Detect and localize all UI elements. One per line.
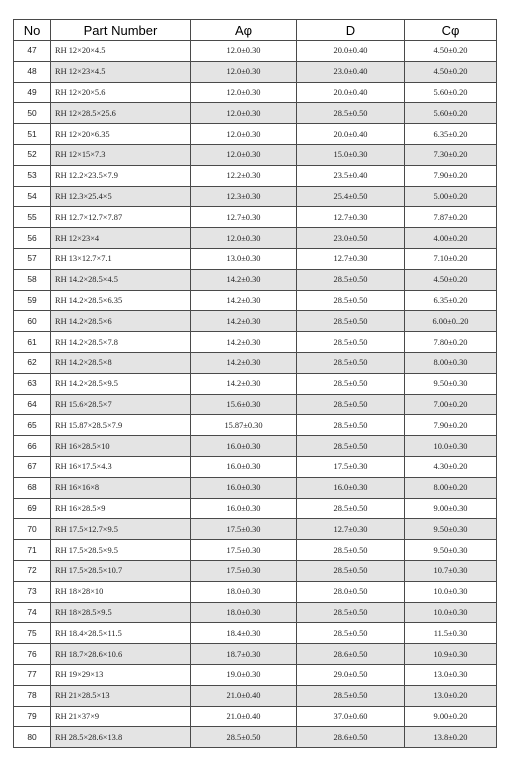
cell-c-phi: 10.0±0.30 (405, 581, 497, 602)
cell-part-number: RH 14.2×28.5×9.5 (51, 373, 191, 394)
cell-c-phi: 7.87±0.20 (405, 207, 497, 228)
cell-c-phi: 6.35±0.20 (405, 290, 497, 311)
cell-d: 15.0±0.30 (297, 144, 405, 165)
cell-no: 79 (14, 706, 51, 727)
cell-c-phi: 9.00±0.20 (405, 706, 497, 727)
cell-d: 28.5±0.50 (297, 623, 405, 644)
cell-a-phi: 12.0±0.30 (191, 228, 297, 249)
cell-c-phi: 10.9±0.30 (405, 644, 497, 665)
cell-part-number: RH 16×16×8 (51, 477, 191, 498)
table-row (14, 623, 497, 644)
cell-d: 37.0±0.60 (297, 706, 405, 727)
cell-no: 68 (14, 477, 51, 498)
table-row (14, 498, 497, 519)
cell-d: 28.5±0.50 (297, 394, 405, 415)
table-row (14, 456, 497, 477)
cell-part-number: RH 12×20×5.6 (51, 82, 191, 103)
cell-a-phi: 14.2±0.30 (191, 352, 297, 373)
cell-d: 28.5±0.50 (297, 352, 405, 373)
table-row (14, 103, 497, 124)
header-row (14, 20, 497, 41)
cell-no: 73 (14, 581, 51, 602)
cell-d: 28.5±0.50 (297, 540, 405, 561)
cell-d: 28.0±0.50 (297, 581, 405, 602)
cell-c-phi: 5.60±0.20 (405, 82, 497, 103)
cell-d: 23.5±0.40 (297, 165, 405, 186)
cell-d: 20.0±0.40 (297, 41, 405, 62)
cell-c-phi: 7.10±0.20 (405, 248, 497, 269)
cell-part-number: RH 18.7×28.6×10.6 (51, 644, 191, 665)
cell-no: 53 (14, 165, 51, 186)
cell-a-phi: 12.2±0.30 (191, 165, 297, 186)
header-a-phi: Aφ (191, 20, 297, 41)
cell-a-phi: 19.0±0.30 (191, 664, 297, 685)
cell-no: 56 (14, 228, 51, 249)
cell-d: 28.5±0.50 (297, 332, 405, 353)
table-row (14, 82, 497, 103)
cell-part-number: RH 14.2×28.5×6 (51, 311, 191, 332)
cell-part-number: RH 16×17.5×4.3 (51, 456, 191, 477)
cell-part-number: RH 12×28.5×25.6 (51, 103, 191, 124)
cell-no: 74 (14, 602, 51, 623)
cell-part-number: RH 16×28.5×10 (51, 436, 191, 457)
table-row (14, 602, 497, 623)
cell-part-number: RH 18×28×10 (51, 581, 191, 602)
table-row (14, 727, 497, 748)
cell-no: 71 (14, 540, 51, 561)
cell-d: 28.5±0.50 (297, 311, 405, 332)
cell-part-number: RH 18×28.5×9.5 (51, 602, 191, 623)
cell-c-phi: 9.50±0.30 (405, 519, 497, 540)
cell-c-phi: 9.50±0.30 (405, 373, 497, 394)
cell-a-phi: 16.0±0.30 (191, 456, 297, 477)
table-row (14, 436, 497, 457)
cell-no: 58 (14, 269, 51, 290)
cell-part-number: RH 14.2×28.5×6.35 (51, 290, 191, 311)
cell-part-number: RH 15.6×28.5×7 (51, 394, 191, 415)
cell-a-phi: 12.0±0.30 (191, 103, 297, 124)
cell-d: 28.5±0.50 (297, 685, 405, 706)
cell-c-phi: 9.50±0.30 (405, 540, 497, 561)
cell-a-phi: 14.2±0.30 (191, 269, 297, 290)
cell-a-phi: 12.0±0.30 (191, 144, 297, 165)
cell-part-number: RH 17.5×28.5×10.7 (51, 560, 191, 581)
cell-d: 12.7±0.30 (297, 248, 405, 269)
cell-d: 28.5±0.50 (297, 498, 405, 519)
cell-d: 29.0±0.50 (297, 664, 405, 685)
cell-c-phi: 8.00±0.30 (405, 352, 497, 373)
cell-no: 80 (14, 727, 51, 748)
table-row (14, 207, 497, 228)
cell-a-phi: 12.3±0.30 (191, 186, 297, 207)
cell-no: 55 (14, 207, 51, 228)
cell-a-phi: 18.0±0.30 (191, 581, 297, 602)
cell-d: 23.0±0.40 (297, 61, 405, 82)
cell-c-phi: 7.90±0.20 (405, 165, 497, 186)
cell-c-phi: 4.50±0.20 (405, 269, 497, 290)
cell-c-phi: 10.0±0.30 (405, 602, 497, 623)
cell-a-phi: 17.5±0.30 (191, 540, 297, 561)
cell-d: 25.4±0.50 (297, 186, 405, 207)
cell-c-phi: 4.50±0.20 (405, 41, 497, 62)
cell-no: 52 (14, 144, 51, 165)
cell-no: 65 (14, 415, 51, 436)
cell-a-phi: 16.0±0.30 (191, 477, 297, 498)
table-row (14, 186, 497, 207)
cell-a-phi: 12.0±0.30 (191, 124, 297, 145)
table-row (14, 248, 497, 269)
cell-part-number: RH 12.3×25.4×5 (51, 186, 191, 207)
cell-d: 28.5±0.50 (297, 290, 405, 311)
cell-c-phi: 6.00±0..20 (405, 311, 497, 332)
cell-part-number: RH 14.2×28.5×4.5 (51, 269, 191, 290)
cell-part-number: RH 12.7×12.7×7.87 (51, 207, 191, 228)
cell-no: 50 (14, 103, 51, 124)
table-row (14, 373, 497, 394)
cell-no: 76 (14, 644, 51, 665)
cell-no: 51 (14, 124, 51, 145)
cell-a-phi: 15.6±0.30 (191, 394, 297, 415)
cell-a-phi: 12.0±0.30 (191, 82, 297, 103)
cell-no: 48 (14, 61, 51, 82)
cell-part-number: RH 12×23×4.5 (51, 61, 191, 82)
cell-no: 63 (14, 373, 51, 394)
cell-part-number: RH 12×23×4 (51, 228, 191, 249)
header-no: No (14, 20, 51, 41)
cell-c-phi: 13.0±0.20 (405, 685, 497, 706)
cell-c-phi: 5.00±0.20 (405, 186, 497, 207)
cell-a-phi: 21.0±0.40 (191, 685, 297, 706)
cell-part-number: RH 17.5×12.7×9.5 (51, 519, 191, 540)
header-c-phi: Cφ (405, 20, 497, 41)
cell-no: 75 (14, 623, 51, 644)
cell-part-number: RH 14.2×28.5×7.8 (51, 332, 191, 353)
cell-a-phi: 16.0±0.30 (191, 436, 297, 457)
cell-c-phi: 11.5±0.30 (405, 623, 497, 644)
cell-no: 77 (14, 664, 51, 685)
cell-c-phi: 7.30±0.20 (405, 144, 497, 165)
cell-no: 61 (14, 332, 51, 353)
cell-a-phi: 16.0±0.30 (191, 498, 297, 519)
cell-part-number: RH 18.4×28.5×11.5 (51, 623, 191, 644)
cell-d: 12.7±0.30 (297, 519, 405, 540)
cell-part-number: RH 12×20×6.35 (51, 124, 191, 145)
cell-c-phi: 8.00±0.20 (405, 477, 497, 498)
table-row (14, 41, 497, 62)
cell-no: 69 (14, 498, 51, 519)
cell-d: 20.0±0.40 (297, 124, 405, 145)
cell-no: 67 (14, 456, 51, 477)
table-row (14, 290, 497, 311)
cell-no: 57 (14, 248, 51, 269)
cell-d: 28.5±0.50 (297, 436, 405, 457)
cell-part-number: RH 28.5×28.6×13.8 (51, 727, 191, 748)
cell-c-phi: 5.60±0.20 (405, 103, 497, 124)
cell-a-phi: 12.7±0.30 (191, 207, 297, 228)
table-row (14, 352, 497, 373)
cell-d: 20.0±0.40 (297, 82, 405, 103)
cell-a-phi: 14.2±0.30 (191, 373, 297, 394)
cell-a-phi: 13.0±0.30 (191, 248, 297, 269)
cell-a-phi: 28.5±0.50 (191, 727, 297, 748)
cell-part-number: RH 21×37×9 (51, 706, 191, 727)
cell-part-number: RH 12.2×23.5×7.9 (51, 165, 191, 186)
cell-c-phi: 13.8±0.20 (405, 727, 497, 748)
cell-no: 70 (14, 519, 51, 540)
cell-no: 59 (14, 290, 51, 311)
cell-part-number: RH 21×28.5×13 (51, 685, 191, 706)
cell-no: 54 (14, 186, 51, 207)
table-row (14, 269, 497, 290)
header-d: D (297, 20, 405, 41)
cell-c-phi: 7.90±0.20 (405, 415, 497, 436)
cell-d: 16.0±0.30 (297, 477, 405, 498)
table-row (14, 332, 497, 353)
cell-c-phi: 4.00±0.20 (405, 228, 497, 249)
table-row (14, 706, 497, 727)
cell-a-phi: 17.5±0.30 (191, 560, 297, 581)
table-row (14, 124, 497, 145)
cell-no: 66 (14, 436, 51, 457)
cell-part-number: RH 14.2×28.5×8 (51, 352, 191, 373)
cell-d: 23.0±0.50 (297, 228, 405, 249)
cell-d: 28.5±0.50 (297, 103, 405, 124)
cell-no: 60 (14, 311, 51, 332)
cell-d: 28.6±0.50 (297, 644, 405, 665)
table-row (14, 560, 497, 581)
cell-d: 28.5±0.50 (297, 415, 405, 436)
cell-c-phi: 10.0±0.30 (405, 436, 497, 457)
cell-a-phi: 14.2±0.30 (191, 332, 297, 353)
cell-d: 28.5±0.50 (297, 269, 405, 290)
cell-no: 47 (14, 41, 51, 62)
cell-no: 72 (14, 560, 51, 581)
cell-a-phi: 21.0±0.40 (191, 706, 297, 727)
cell-a-phi: 18.4±0.30 (191, 623, 297, 644)
table-row (14, 394, 497, 415)
table-row (14, 311, 497, 332)
cell-a-phi: 12.0±0.30 (191, 61, 297, 82)
cell-c-phi: 9.00±0.30 (405, 498, 497, 519)
table-row (14, 644, 497, 665)
cell-part-number: RH 15.87×28.5×7.9 (51, 415, 191, 436)
cell-part-number: RH 12×20×4.5 (51, 41, 191, 62)
cell-c-phi: 13.0±0.30 (405, 664, 497, 685)
cell-c-phi: 7.00±0.20 (405, 394, 497, 415)
cell-part-number: RH 13×12.7×7.1 (51, 248, 191, 269)
cell-d: 12.7±0.30 (297, 207, 405, 228)
cell-no: 78 (14, 685, 51, 706)
table-row (14, 165, 497, 186)
table-row (14, 415, 497, 436)
table-row (14, 685, 497, 706)
cell-d: 28.6±0.50 (297, 727, 405, 748)
cell-c-phi: 4.50±0.20 (405, 61, 497, 82)
cell-part-number: RH 19×29×13 (51, 664, 191, 685)
parts-table (13, 19, 497, 748)
cell-a-phi: 14.2±0.30 (191, 311, 297, 332)
cell-part-number: RH 16×28.5×9 (51, 498, 191, 519)
cell-no: 49 (14, 82, 51, 103)
cell-c-phi: 7.80±0.20 (405, 332, 497, 353)
cell-d: 28.5±0.50 (297, 560, 405, 581)
cell-a-phi: 15.87±0.30 (191, 415, 297, 436)
cell-a-phi: 18.7±0.30 (191, 644, 297, 665)
table-row (14, 581, 497, 602)
table-row (14, 664, 497, 685)
table-row (14, 144, 497, 165)
cell-a-phi: 12.0±0.30 (191, 41, 297, 62)
cell-no: 64 (14, 394, 51, 415)
header-part-number: Part Number (51, 20, 191, 41)
table-row (14, 519, 497, 540)
cell-part-number: RH 17.5×28.5×9.5 (51, 540, 191, 561)
table-row (14, 540, 497, 561)
table-body (14, 41, 497, 748)
cell-a-phi: 18.0±0.30 (191, 602, 297, 623)
table-row (14, 228, 497, 249)
cell-no: 62 (14, 352, 51, 373)
table-row (14, 61, 497, 82)
cell-d: 17.5±0.30 (297, 456, 405, 477)
cell-c-phi: 6.35±0.20 (405, 124, 497, 145)
cell-part-number: RH 12×15×7.3 (51, 144, 191, 165)
cell-d: 28.5±0.50 (297, 373, 405, 394)
cell-a-phi: 17.5±0.30 (191, 519, 297, 540)
cell-a-phi: 14.2±0.30 (191, 290, 297, 311)
cell-d: 28.5±0.50 (297, 602, 405, 623)
cell-c-phi: 10.7±0.30 (405, 560, 497, 581)
cell-c-phi: 4.30±0.20 (405, 456, 497, 477)
table-row (14, 477, 497, 498)
